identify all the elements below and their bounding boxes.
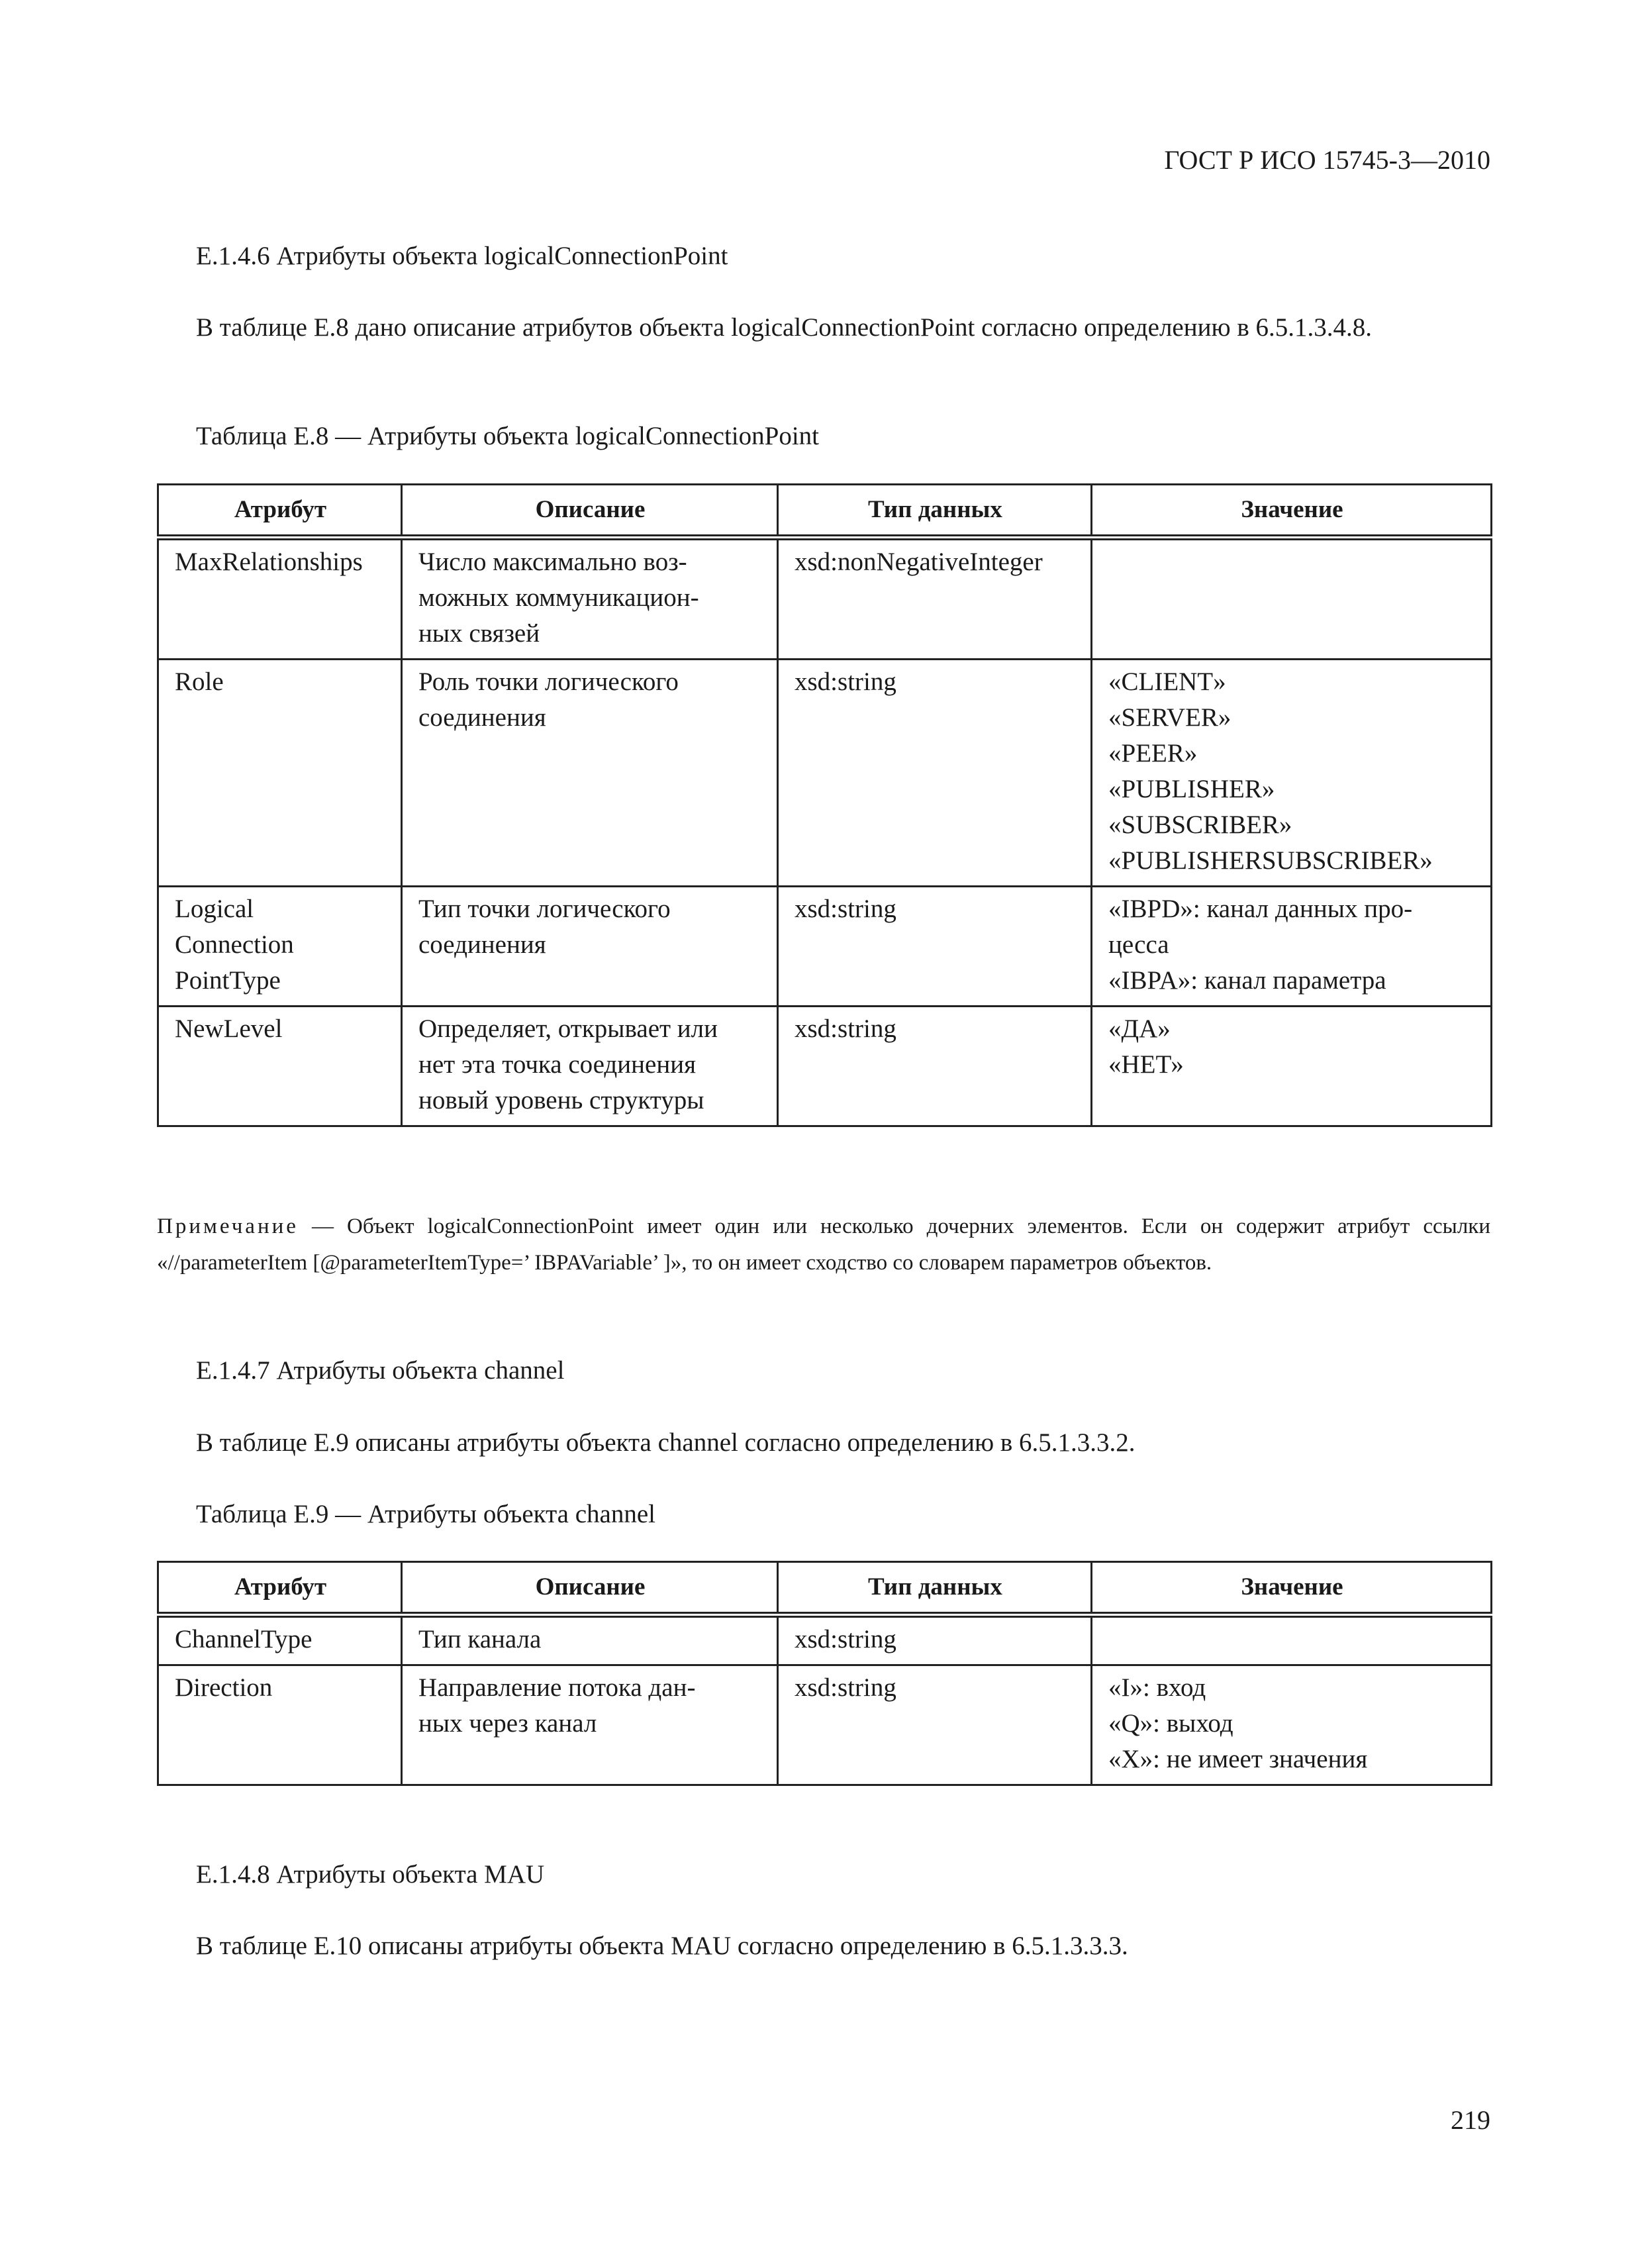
cell-attribute <box>158 1665 402 1785</box>
column-header-datatype: Тип данных <box>778 1562 1092 1615</box>
cell-datatype <box>778 538 1092 660</box>
cell-text: «Q»: выход <box>1108 1709 1233 1738</box>
cell-description <box>402 538 778 660</box>
cell-text: «PUBLISHERSUBSCRIBER» <box>1108 846 1433 875</box>
cell-description <box>402 1007 778 1126</box>
column-header-attribute: Атрибут <box>158 1562 402 1615</box>
cell-text: NewLevel <box>175 1014 283 1043</box>
cell-attribute <box>158 1007 402 1126</box>
cell-attribute <box>158 660 402 887</box>
cell-text: «IBPA»: канал параметра <box>1108 966 1386 995</box>
cell-text: «НЕТ» <box>1108 1050 1184 1079</box>
cell-text: «SERVER» <box>1108 703 1232 732</box>
cell-text: Role <box>175 667 224 696</box>
cell-text: Роль точки логического <box>418 667 679 696</box>
section-heading-e147: Е.1.4.7 Атрибуты объекта channel <box>196 1356 565 1385</box>
cell-text: Тип канала <box>418 1625 542 1653</box>
cell-description <box>402 887 778 1007</box>
cell-text: «IBPD»: канал данных про- <box>1108 895 1413 923</box>
cell-text: «I»: вход <box>1108 1673 1206 1702</box>
note-label: Примечание <box>157 1214 299 1238</box>
cell-text: MaxRelationships <box>175 548 363 576</box>
cell-text: ChannelType <box>175 1625 313 1653</box>
cell-text: «ДА» <box>1108 1014 1171 1043</box>
cell-text: можных коммуникацион- <box>418 583 699 612</box>
table-row <box>158 660 1492 887</box>
section-heading-e148: Е.1.4.8 Атрибуты объекта MAU <box>196 1860 545 1889</box>
page-number: 219 <box>1451 2105 1490 2135</box>
column-header-datatype: Тип данных <box>778 485 1092 538</box>
cell-text: «PUBLISHER» <box>1108 775 1275 803</box>
cell-text: «X»: не имеет значения <box>1108 1745 1368 1773</box>
cell-text: цесса <box>1108 930 1169 959</box>
cell-text: xsd:string <box>795 667 896 696</box>
table-header-row <box>158 485 1492 538</box>
cell-text: «PEER» <box>1108 739 1198 767</box>
cell-text: соединения <box>418 930 546 959</box>
column-header-description: Описание <box>402 1562 778 1615</box>
cell-value <box>1092 887 1492 1007</box>
cell-description <box>402 1665 778 1785</box>
table-row <box>158 1615 1492 1665</box>
cell-text: xsd:string <box>795 1625 896 1653</box>
cell-text: «CLIENT» <box>1108 667 1226 696</box>
cell-datatype <box>778 887 1092 1007</box>
column-header-attribute: Атрибут <box>158 485 402 538</box>
section-text-e148: В таблице Е.10 описаны атрибуты объекта MAU согласно определению в 6.5.1.3.3.3. <box>196 1932 1128 1960</box>
cell-text: новый уровень структуры <box>418 1086 704 1114</box>
cell-text: соединения <box>418 703 546 732</box>
cell-description <box>402 1615 778 1665</box>
section-text-e147: В таблице Е.9 описаны атрибуты объекта channel согласно определению в 6.5.1.3.3.2. <box>196 1428 1135 1457</box>
section-text-e146: В таблице Е.8 дано описание атрибутов объекта logicalConnectionPoint согласно определению в 6.5.1.3.4.8. <box>196 313 1373 342</box>
cell-text: «SUBSCRIBER» <box>1108 811 1292 839</box>
cell-text: xsd:nonNegativeInteger <box>795 548 1043 576</box>
cell-text: Logical <box>175 895 254 923</box>
cell-attribute <box>158 538 402 660</box>
cell-text: Connection <box>175 930 294 959</box>
cell-attribute <box>158 887 402 1007</box>
column-header-value: Значение <box>1092 1562 1492 1615</box>
table-row <box>158 538 1492 660</box>
table-e9 <box>157 1561 1492 1786</box>
cell-value <box>1092 538 1492 660</box>
cell-value <box>1092 1007 1492 1126</box>
cell-text: ных связей <box>418 619 540 648</box>
cell-text: нет эта точка соединения <box>418 1050 697 1079</box>
cell-value <box>1092 1665 1492 1785</box>
cell-value <box>1092 1615 1492 1665</box>
note-text: — Объект logicalConnectionPoint имеет один или несколько дочерних элементов. Если он содержит атрибут ссылки «//parameterItem [@parameterItemType=’ IBPAVariable’ ]», то он имеет сходство со словарем параметров объектов. <box>157 1214 1490 1275</box>
cell-description <box>402 660 778 887</box>
column-header-value: Значение <box>1092 485 1492 538</box>
cell-text: xsd:string <box>795 1673 896 1702</box>
table-header-row <box>158 1562 1492 1615</box>
table-caption-e9: Таблица Е.9 — Атрибуты объекта channel <box>196 1500 655 1528</box>
table-row <box>158 887 1492 1007</box>
cell-text: Число максимально воз- <box>418 548 687 576</box>
document-code: ГОСТ Р ИСО 15745-3—2010 <box>1164 145 1490 175</box>
cell-text: Направление потока дан- <box>418 1673 696 1702</box>
cell-text: Direction <box>175 1673 273 1702</box>
cell-attribute <box>158 1615 402 1665</box>
cell-text: PointType <box>175 966 281 995</box>
section-heading-e146: Е.1.4.6 Атрибуты объекта logicalConnectionPoint <box>196 242 728 270</box>
table-row <box>158 1007 1492 1126</box>
table-row <box>158 1665 1492 1785</box>
cell-text: xsd:string <box>795 895 896 923</box>
column-header-description: Описание <box>402 485 778 538</box>
cell-datatype <box>778 660 1092 887</box>
table-note <box>157 1208 1490 1281</box>
cell-text: Тип точки логического <box>418 895 671 923</box>
table-e8 <box>157 483 1492 1127</box>
cell-text: Определяет, открывает или <box>418 1014 718 1043</box>
cell-text: ных через канал <box>418 1709 597 1738</box>
table-caption-e8: Таблица Е.8 — Атрибуты объекта logicalConnectionPoint <box>196 422 819 450</box>
cell-datatype <box>778 1615 1092 1665</box>
cell-text: xsd:string <box>795 1014 896 1043</box>
cell-value <box>1092 660 1492 887</box>
cell-datatype <box>778 1007 1092 1126</box>
cell-datatype <box>778 1665 1092 1785</box>
